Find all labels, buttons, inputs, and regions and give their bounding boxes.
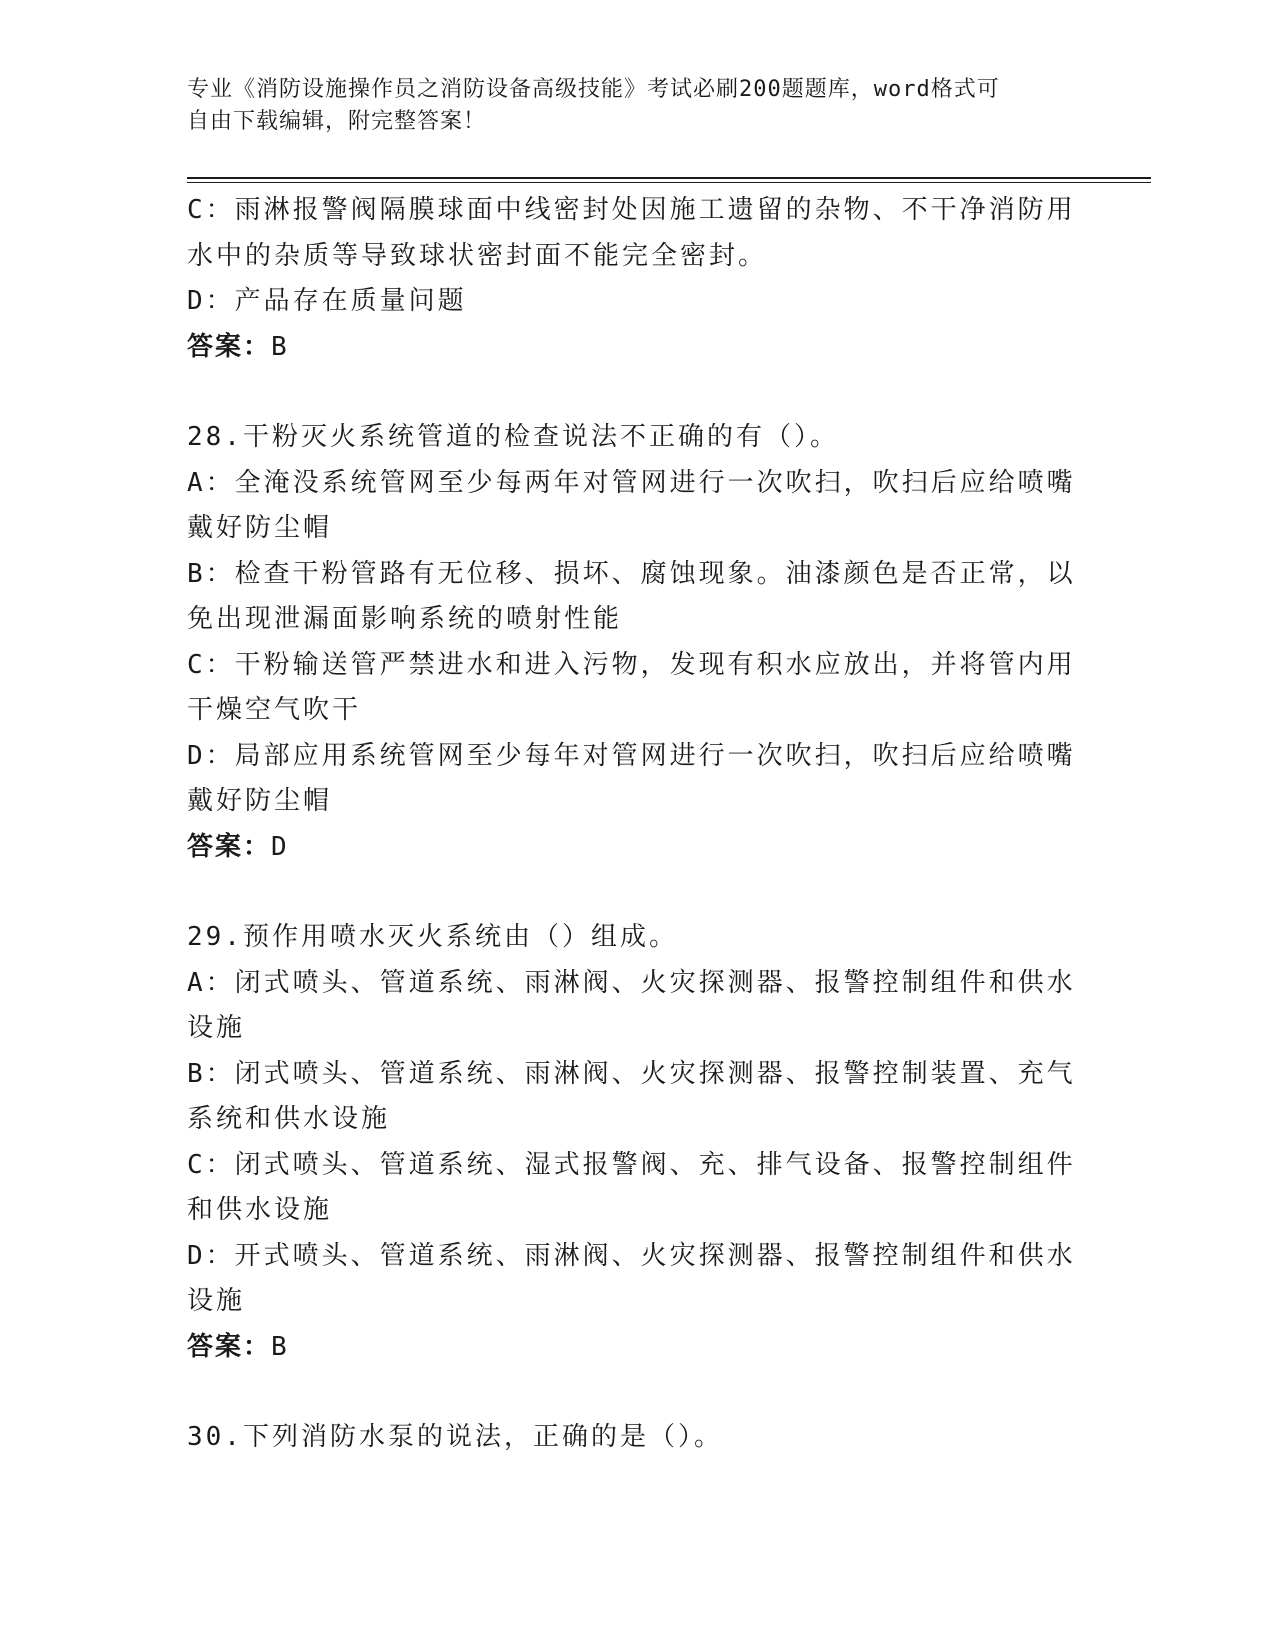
question-text: 28.干粉灭火系统管道的检查说法不正确的有（）。: [187, 422, 839, 452]
option-d-line-1: D：局部应用系统管网至少每年对管网进行一次吹扫，吹扫后应给喷嘴: [187, 740, 1076, 771]
spacer: [187, 870, 1087, 915]
spacer: [187, 370, 1087, 415]
header-rule-thin: [187, 182, 1151, 183]
option-c-line-2: 水中的杂质等导致球状密封面不能完全密封。: [187, 240, 768, 271]
answer-value: B: [271, 331, 289, 362]
answer-label: 答案：: [187, 831, 272, 862]
answer: [187, 325, 1087, 371]
question-text: 29.预作用喷水灭火系统由（）组成。: [187, 922, 678, 952]
document-header: [187, 74, 1067, 138]
option-c-line-2: 干燥空气吹干: [187, 695, 362, 725]
question-30: [187, 1415, 1087, 1461]
question-text: 30.下列消防水泵的说法，正确的是（）。: [187, 1422, 723, 1452]
option-d: D：产品存在质量问题: [187, 286, 467, 316]
option-d-line-1: D：开式喷头、管道系统、雨淋阀、火灾探测器、报警控制组件和供水: [187, 1240, 1076, 1271]
document-body: [187, 188, 1087, 1461]
answer: [187, 1325, 1087, 1371]
option-d-line-2: 戴好防尘帽: [187, 786, 333, 816]
option-c-line-1: C：干粉输送管严禁进水和进入污物，发现有积水应放出，并将管内用: [187, 649, 1076, 680]
header-line-2: 自由下载编辑，附完整答案！: [187, 109, 487, 134]
option-a-line-2: 设施: [187, 1013, 246, 1043]
option-b-line-2: 免出现泄漏面影响系统的喷射性能: [187, 604, 623, 634]
question-27-tail: [187, 188, 1087, 370]
option-c-line-1: C：闭式喷头、管道系统、湿式报警阀、充、排气设备、报警控制组件: [187, 1149, 1076, 1180]
answer-value: D: [271, 831, 289, 862]
answer: [187, 825, 1087, 871]
question-29: [187, 915, 1087, 1370]
question-28: [187, 415, 1087, 870]
answer-label: 答案：: [187, 331, 272, 362]
option-b-line-1: B：检查干粉管路有无位移、损坏、腐蚀现象。油漆颜色是否正常，以: [187, 558, 1076, 589]
header-line-1: 专业《消防设施操作员之消防设备高级技能》考试必刷200题题库，word格式可: [187, 77, 1000, 102]
option-a-line-2: 戴好防尘帽: [187, 513, 333, 543]
option-b-line-2: 系统和供水设施: [187, 1104, 391, 1134]
option-b-line-1: B：闭式喷头、管道系统、雨淋阀、火灾探测器、报警控制装置、充气: [187, 1058, 1076, 1089]
header-rule-thick: [187, 177, 1151, 179]
option-a-line-1: A：全淹没系统管网至少每两年对管网进行一次吹扫，吹扫后应给喷嘴: [187, 467, 1076, 498]
option-c-line-2: 和供水设施: [187, 1195, 333, 1225]
option-c-line-1: C：雨淋报警阀隔膜球面中线密封处因施工遗留的杂物、不干净消防用: [187, 195, 1076, 225]
answer-label: 答案：: [187, 1331, 272, 1362]
option-d-line-2: 设施: [187, 1286, 246, 1316]
spacer: [187, 1370, 1087, 1415]
answer-value: B: [271, 1331, 289, 1362]
option-a-line-1: A：闭式喷头、管道系统、雨淋阀、火灾探测器、报警控制组件和供水: [187, 967, 1076, 998]
